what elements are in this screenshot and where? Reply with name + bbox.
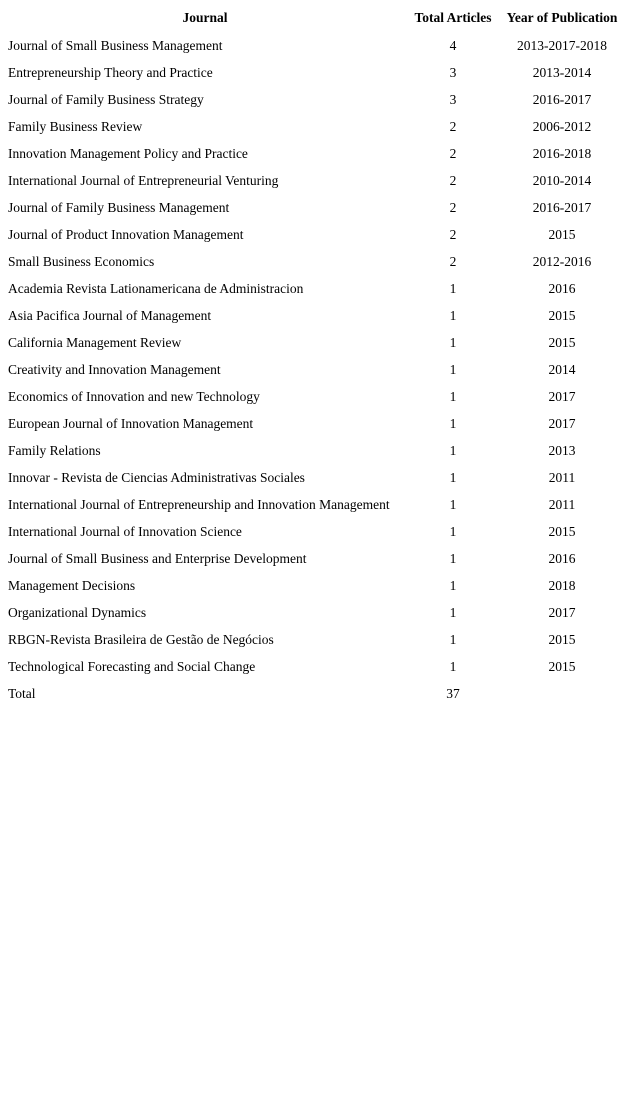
table-row bbox=[4, 518, 624, 545]
table-row bbox=[4, 383, 624, 410]
table-row bbox=[4, 599, 624, 626]
year-cell: 2015 bbox=[548, 307, 576, 323]
table-row bbox=[4, 140, 624, 167]
journal-cell: Economics of Innovation and new Technology bbox=[8, 388, 260, 404]
journal-cell: International Journal of Entrepreneurship and Innovation Management bbox=[8, 496, 390, 512]
table-row bbox=[4, 194, 624, 221]
total-articles-cell: 2 bbox=[449, 145, 457, 161]
header-year-of-publication: Year of Publication bbox=[506, 10, 618, 25]
table-row bbox=[4, 464, 624, 491]
total-articles-cell: 1 bbox=[449, 631, 457, 647]
table-row bbox=[4, 167, 624, 194]
total-articles-cell: 1 bbox=[449, 523, 457, 539]
year-cell: 2013-2017-2018 bbox=[517, 37, 607, 53]
year-cell: 2016-2017 bbox=[532, 199, 592, 215]
total-articles-cell: 3 bbox=[449, 64, 457, 80]
total-articles-cell: 1 bbox=[449, 496, 457, 512]
year-cell: 2016 bbox=[548, 550, 576, 566]
total-row bbox=[4, 680, 624, 707]
journal-cell: Innovar - Revista de Ciencias Administrativas Sociales bbox=[8, 469, 305, 485]
year-cell: 2015 bbox=[548, 226, 576, 242]
journals-table bbox=[4, 4, 624, 707]
total-articles-cell: 4 bbox=[449, 37, 457, 53]
year-cell: 2015 bbox=[548, 658, 576, 674]
total-articles-cell: 1 bbox=[449, 658, 457, 674]
total-articles-cell: 1 bbox=[449, 469, 457, 485]
total-articles-cell: 1 bbox=[449, 577, 457, 593]
table-row bbox=[4, 248, 624, 275]
year-cell: 2017 bbox=[548, 415, 576, 431]
total-articles-cell: 1 bbox=[449, 361, 457, 377]
journal-cell: European Journal of Innovation Management bbox=[8, 415, 254, 431]
total-articles-cell: 1 bbox=[449, 442, 457, 458]
total-label: Total bbox=[8, 685, 36, 701]
journal-cell: Creativity and Innovation Management bbox=[8, 361, 221, 377]
year-cell: 2013-2014 bbox=[532, 64, 592, 80]
header-journal: Journal bbox=[182, 10, 228, 25]
journal-cell: Asia Pacifica Journal of Management bbox=[8, 307, 212, 323]
year-cell: 2006-2012 bbox=[532, 118, 592, 134]
year-cell: 2015 bbox=[548, 523, 576, 539]
total-articles-cell: 2 bbox=[449, 199, 457, 215]
table-row bbox=[4, 572, 624, 599]
total-year-empty bbox=[500, 680, 624, 707]
year-cell: 2016 bbox=[548, 280, 576, 296]
year-cell: 2018 bbox=[548, 577, 576, 593]
year-cell: 2016-2017 bbox=[532, 91, 592, 107]
journal-cell: RBGN-Revista Brasileira de Gestão de Negócios bbox=[8, 631, 274, 647]
journal-cell: Entrepreneurship Theory and Practice bbox=[8, 64, 213, 80]
total-articles-cell: 3 bbox=[449, 91, 457, 107]
journal-cell: Small Business Economics bbox=[8, 253, 155, 269]
journal-cell: Academia Revista Lationamericana de Administracion bbox=[8, 280, 304, 296]
table-footer bbox=[4, 680, 624, 707]
year-cell: 2015 bbox=[548, 631, 576, 647]
journal-cell: Organizational Dynamics bbox=[8, 604, 147, 620]
journal-cell: Journal of Small Business Management bbox=[8, 37, 223, 53]
table-row bbox=[4, 113, 624, 140]
total-articles-cell: 2 bbox=[449, 172, 457, 188]
journal-cell: Family Business Review bbox=[8, 118, 143, 134]
year-cell: 2012-2016 bbox=[532, 253, 592, 269]
journal-cell: Management Decisions bbox=[8, 577, 136, 593]
total-articles-cell: 1 bbox=[449, 334, 457, 350]
table-body bbox=[4, 32, 624, 680]
journal-cell: International Journal of Entrepreneurial Venturing bbox=[8, 172, 279, 188]
journal-cell: California Management Review bbox=[8, 334, 182, 350]
table-row bbox=[4, 329, 624, 356]
header-total-articles: Total Articles bbox=[414, 10, 492, 25]
table-row bbox=[4, 59, 624, 86]
total-value: 37 bbox=[446, 685, 460, 701]
total-articles-cell: 2 bbox=[449, 226, 457, 242]
total-articles-cell: 2 bbox=[449, 253, 457, 269]
year-cell: 2011 bbox=[548, 496, 576, 512]
total-articles-cell: 1 bbox=[449, 280, 457, 296]
year-cell: 2015 bbox=[548, 334, 576, 350]
journal-cell: Journal of Small Business and Enterprise Development bbox=[8, 550, 307, 566]
table-header bbox=[4, 4, 624, 32]
header-row bbox=[4, 4, 624, 32]
table-row bbox=[4, 545, 624, 572]
table-row bbox=[4, 356, 624, 383]
year-cell: 2010-2014 bbox=[532, 172, 592, 188]
table-row bbox=[4, 86, 624, 113]
table-row bbox=[4, 653, 624, 680]
table-row bbox=[4, 302, 624, 329]
year-cell: 2017 bbox=[548, 388, 576, 404]
year-cell: 2017 bbox=[548, 604, 576, 620]
total-articles-cell: 2 bbox=[449, 118, 457, 134]
year-cell: 2016-2018 bbox=[532, 145, 592, 161]
year-cell: 2014 bbox=[548, 361, 576, 377]
journal-cell: Journal of Product Innovation Management bbox=[8, 226, 244, 242]
table-row bbox=[4, 437, 624, 464]
year-cell: 2013 bbox=[548, 442, 576, 458]
total-articles-cell: 1 bbox=[449, 550, 457, 566]
table-row bbox=[4, 410, 624, 437]
year-cell: 2011 bbox=[548, 469, 576, 485]
table-row bbox=[4, 221, 624, 248]
journal-cell: Journal of Family Business Strategy bbox=[8, 91, 204, 107]
table-row bbox=[4, 491, 624, 518]
table-row bbox=[4, 32, 624, 59]
table-row bbox=[4, 626, 624, 653]
journal-cell: Family Relations bbox=[8, 442, 101, 458]
journal-cell: Technological Forecasting and Social Change bbox=[8, 658, 256, 674]
journal-cell: International Journal of Innovation Science bbox=[8, 523, 242, 539]
journal-cell: Innovation Management Policy and Practice bbox=[8, 145, 248, 161]
table-row bbox=[4, 275, 624, 302]
total-articles-cell: 1 bbox=[449, 307, 457, 323]
journal-cell: Journal of Family Business Management bbox=[8, 199, 230, 215]
total-articles-cell: 1 bbox=[449, 415, 457, 431]
total-articles-cell: 1 bbox=[449, 388, 457, 404]
total-articles-cell: 1 bbox=[449, 604, 457, 620]
